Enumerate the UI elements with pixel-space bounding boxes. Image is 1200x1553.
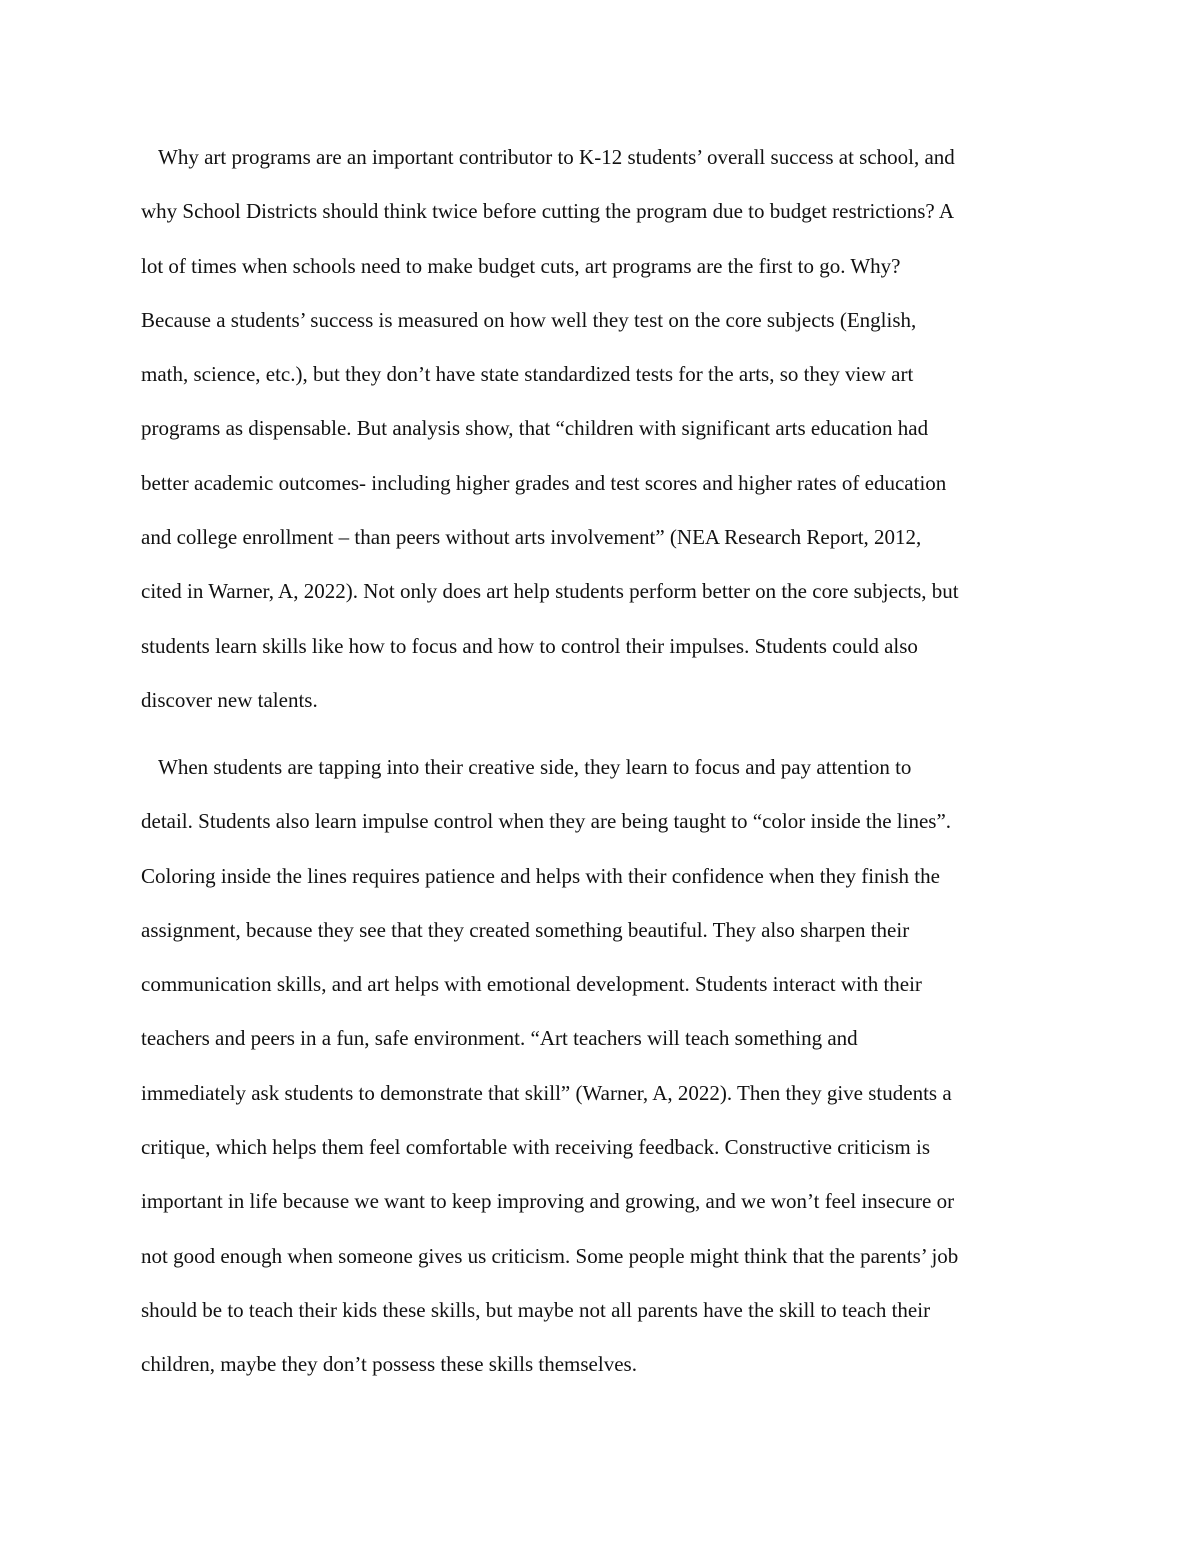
text-line: teachers and peers in a fun, safe environment. “Art teachers will teach something and xyxy=(141,1026,858,1051)
paragraph-1 xyxy=(141,146,1081,743)
text-line: detail. Students also learn impulse control when they are being taught to “color inside the lines”. xyxy=(141,809,952,834)
text-line: assignment, because they see that they created something beautiful. They also sharpen their xyxy=(141,917,910,942)
text-line: should be to teach their kids these skills, but maybe not all parents have the skill to teach their xyxy=(141,1297,931,1322)
text-line: critique, which helps them feel comfortable with receiving feedback. Constructive criticism is xyxy=(141,1135,930,1160)
text-line: When students are tapping into their creative side, they learn to focus and pay attention to xyxy=(158,755,912,779)
text-line: Coloring inside the lines requires patience and helps with their confidence when they finish the xyxy=(141,863,940,888)
text-line: Because a students’ success is measured on how well they test on the core subjects (English, xyxy=(141,307,917,332)
text-line: students learn skills like how to focus and how to control their impulses. Students could also xyxy=(141,633,918,658)
text-line: important in life because we want to keep improving and growing, and we won’t feel insecure or xyxy=(141,1189,955,1214)
text-line: communication skills, and art helps with emotional development. Students interact with their xyxy=(141,972,922,997)
text-line: and college enrollment – than peers without arts involvement” (NEA Research Report, 2012, xyxy=(141,525,922,550)
text-line: lot of times when schools need to make budget cuts, art programs are the first to go. Why? xyxy=(141,253,901,278)
text-line: why School Districts should think twice before cutting the program due to budget restrictions? A xyxy=(141,199,955,224)
text-line: math, science, etc.), but they don’t have state standardized tests for the arts, so they view art xyxy=(141,362,914,387)
text-line: children, maybe they don’t possess these skills themselves. xyxy=(141,1352,637,1377)
text-line: better academic outcomes- including higher grades and test scores and higher rates of education xyxy=(141,470,947,495)
text-line: Why art programs are an important contributor to K-12 students’ overall success at school, and xyxy=(158,145,955,169)
paragraph-2 xyxy=(141,756,1081,1408)
text-line: cited in Warner, A, 2022). Not only does art help students perform better on the core subjects, but xyxy=(141,579,959,604)
text-line: not good enough when someone gives us criticism. Some people might think that the parents’ job xyxy=(141,1243,959,1268)
text-line: programs as dispensable. But analysis show, that “children with significant arts education had xyxy=(141,416,929,441)
text-line: immediately ask students to demonstrate that skill” (Warner, A, 2022). Then they give students a xyxy=(141,1080,952,1105)
text-line: discover new talents. xyxy=(141,687,318,712)
